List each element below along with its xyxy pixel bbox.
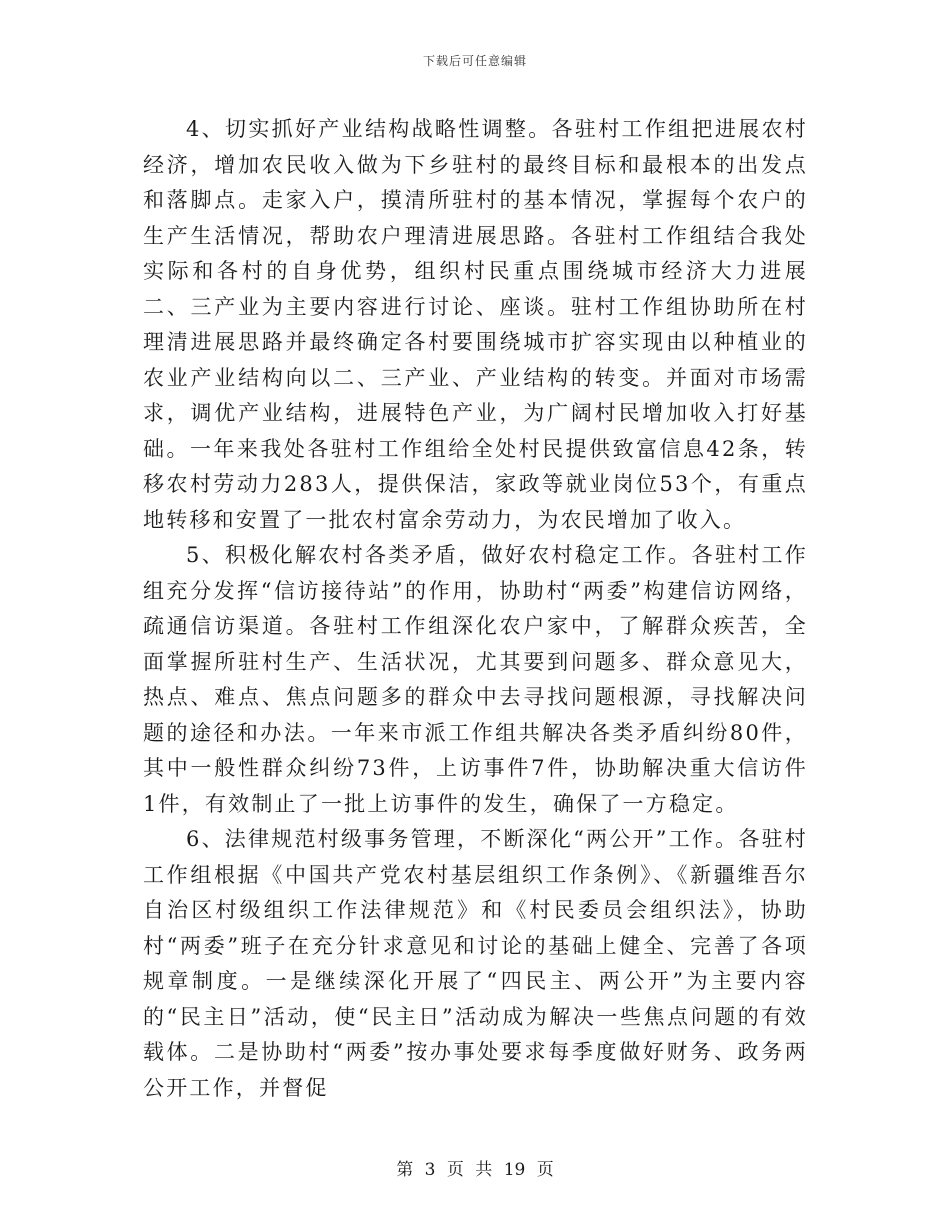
paragraph-item-6: 6、法律规范村级事务管理，不断深化“两公开”工作。各驻村工作组根据《中国共产党农村基层组织工作条例》、《新疆维吾尔自治区村级组织工作法律规范》和《村民委员会组织法》，协助村“两委”班子在充分针求意见和讨论的基础上健全、完善了各项规章制度。一是继续深化开展了“四民主、两公开”为主要内容的“民主日”活动，使“民主日”活动成为解决一些焦点问题的有效载体。二是协助村“两委”按办事处要求每季度做好财务、政务两公开工作，并督促: [143, 827, 808, 1100]
page-number-footer: 第 3 页 共 19 页: [396, 1160, 554, 1180]
paragraph-item-5: 5、积极化解农村各类矛盾，做好农村稳定工作。各驻村工作组充分发挥“信访接待站”的作用，协助村“两委”构建信访网络，疏通信访渠道。各驻村工作组深化农户家中，了解群众疾苦，全面掌握所驻村生产、生活状况，尤其要到问题多、群众意见大，热点、难点、焦点问题多的群众中去寻找问题根源，寻找解决问题的途径和办法。一年来市派工作组共解决各类矛盾纠纷80件，其中一般性群众纠纷73件，上访事件7件，协助解决重大信访件1件，有效制止了一批上访事件的发生，确保了一方稳定。: [143, 543, 808, 816]
document-body: [143, 112, 808, 1106]
header-note: 下载后可任意编辑: [422, 54, 527, 68]
paragraph-item-4: 4、切实抓好产业结构战略性调整。各驻村工作组把进展农村经济，增加农民收入做为下乡驻村的最终目标和最根本的出发点和落脚点。走家入户，摸清所驻村的基本情况，掌握每个农户的生产生活情况，帮助农户理清进展思路。各驻村工作组结合我处实际和各村的自身优势，组织村民重点围绕城市经济大力进展二、三产业为主要内容进行讨论、座谈。驻村工作组协助所在村理清进展思路并最终确定各村要围绕城市扩容实现由以种植业的农业产业结构向以二、三产业、产业结构的转变。并面对市场需求，调优产业结构，进展特色产业，为广阔村民增加收入打好基础。一年来我处各驻村工作组给全处村民提供致富信息42条，转移农村劳动力283人，提供保洁，家政等就业岗位53个，有重点地转移和安置了一批农村富余劳动力，为农民增加了收入。: [143, 117, 808, 532]
